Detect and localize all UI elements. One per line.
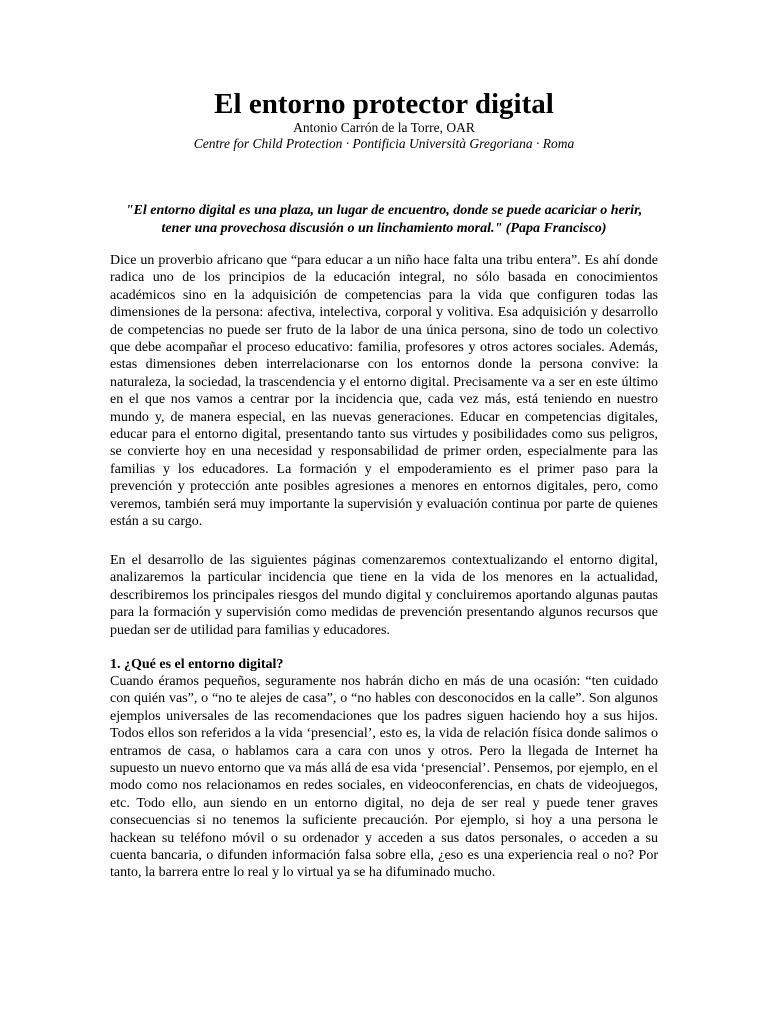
epigraph-quote: "El entorno digital es una plaza, un lugar de encuentro, donde se puede acariciar o herir, tener una provechosa discusión o un linchamiento moral." (Papa Francisco) [125,203,643,236]
body-paragraph-3: Cuando éramos pequeños, seguramente nos habrán dicho en más de una ocasión: “ten cuidado con quién vas”, o “no te alejes de casa”, o “no hables con desconocidos en la calle”. Son algunos ejemplos universales de las recomendaciones que los padres siguen haciendo hoy a sus hijos. Todos ellos son referidos a la vida ‘presencial’, esto es, la vida de relación física donde salimos o entramos de casa, o hablamos cara a cara con unos y otros. Pero la llegada de Internet ha supuesto un nuevo entorno que va más allá de esa vida ‘presencial’. Pensemos, por ejemplo, en el modo como nos relacionamos en redes sociales, en videoconferencias, en chats de videojuegos, etc. Todo ello, aun siendo en un entorno digital, no deja de ser real y puede tener graves consecuencias si no tenemos la suficiente precaución. Por ejemplo, si hoy a una persona le hackean su teléfono móvil o su ordenador y acceden a sus datos personales, o acceden a su cuenta bancaria, o difunden información falsa sobre ella, ¿eso es una experiencia real o no? Por tanto, la barrera entre lo real y lo virtual ya se ha difuminado mucho. [110,674,658,881]
author-affiliation: Centre for Child Protection · Pontificia Università Gregoriana · Roma [193,136,575,151]
section-heading-1: 1. ¿Qué es el entorno digital? [110,657,284,672]
document-title: El entorno protector digital [214,88,554,120]
body-paragraph-2: En el desarrollo de las siguientes páginas comenzaremos contextualizando el entorno digital, analizaremos la particular incidencia que tiene en la vida de los menores en la actualidad, describiremos los principales riesgos del mundo digital y concluiremos aportando algunas pautas para la formación y supervisión como medidas de prevención presentando algunos recursos que puedan ser de utilidad para familias y educadores. [110,553,658,638]
author-name: Antonio Carrón de la Torre, OAR [293,120,475,135]
body-paragraph-1: Dice un proverbio africano que “para educar a un niño hace falta una tribu entera”. Es ahí donde radica uno de los principios de la educación integral, no sólo basada en conocimientos académicos sino en la adquisición de competencias para la vida que configuren todas las dimensiones de la persona: afectiva, intelectiva, corporal y volitiva. Esa adquisición y desarrollo de competencias no puede ser fruto de la labor de una única persona, sino de todo un colectivo que debe acompañar el proceso educativo: familia, profesores y otros actores sociales. Además, estas dimensiones deben interrelacionarse con los entornos donde la persona convive: la naturaleza, la sociedad, la trascendencia y el entorno digital. Precisamente va a ser en este último en el que nos vamos a centrar por la incidencia que, cada vez más, está teniendo en nuestro mundo y, de manera especial, en las nuevas generaciones. Educar en competencias digitales, educar para el entorno digital, presentando tanto sus virtudes y posibilidades como sus peligros, se convierte hoy en una necesidad y responsabilidad de primer orden, especialmente para las familias y los educadores. La formación y el empoderamiento es el primer paso para la prevención y protección ante posibles agresiones a menores en entornos digitales, pero, como veremos, también será muy importante la supervisión y evaluación continua por parte de quienes están a su cargo. [110,253,658,530]
